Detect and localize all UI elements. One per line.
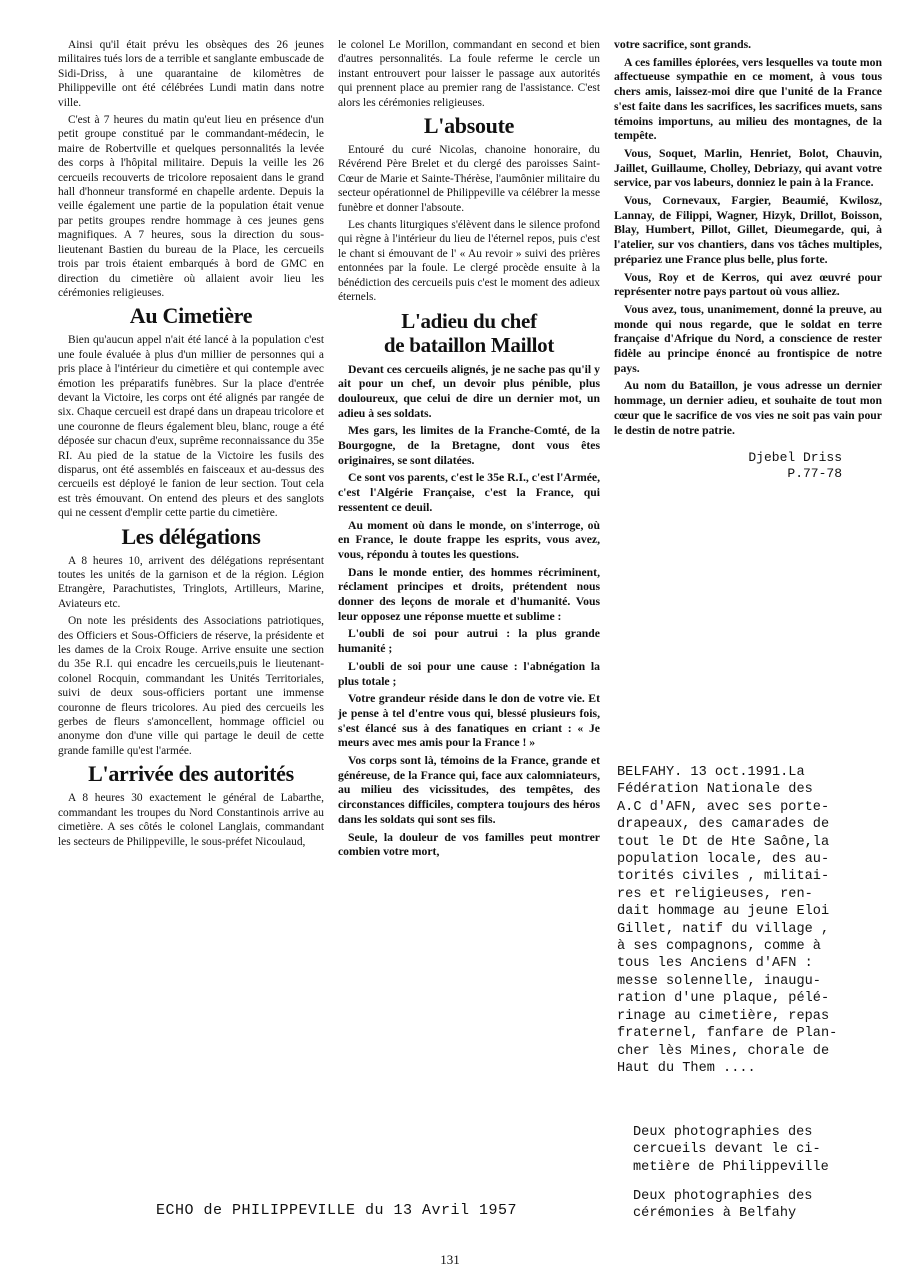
section-heading-absoute: L'absoute — [423, 113, 515, 139]
speech-paragraph: Au nom du Bataillon, je vous adresse un dernier hommage, un dernier adieu, et souhaite de tout mon cœur que le sacrifice de vos vies ne soit pas vain pour le destin de notre patrie. — [614, 379, 882, 437]
note-line: tout le Dt de Hte Saône,la — [617, 834, 830, 850]
note-line: torités civiles , militai- — [617, 869, 830, 885]
speech-paragraph: L'oubli de soi pour autrui : la plus grande humanité ; — [338, 627, 600, 656]
note-line: à ses compagnons, comme à — [617, 939, 821, 955]
note-line: BELFAHY. 13 oct.1991.La — [617, 765, 805, 780]
source-page: P.77-78 — [787, 466, 842, 482]
source-name: Djebel Driss — [748, 450, 842, 466]
speech-paragraph: Ce sont vos parents, c'est le 35e R.I., c'est l'Armée, c'est l'Algérie Française, c'est la France, qui ressentent ce deuil. — [338, 471, 600, 514]
article-paragraph: le colonel Le Morillon, commandant en second et bien d'autres personnalités. La foule referme le cercle un instant entrouvert pour laisser le passage aux autorités qui prennent place au premier rang de l'assistance. C'est alors les cérémonies religieuses. — [338, 39, 600, 109]
speech-paragraph: Devant ces cercueils alignés, je ne sache pas qu'il y ait pour un chef, un devoir plus pénible, plus douloureux, que celui de dire un dernier mot, un adieu à ses soldats. — [338, 362, 600, 420]
speech-text — [338, 363, 600, 861]
photo-caption-belfahy — [633, 1188, 883, 1223]
note-line: messe solennelle, inaugu- — [617, 973, 821, 989]
speech-paragraph: L'oubli de soi pour une cause : l'abnégation la plus totale ; — [338, 659, 600, 688]
section-heading-adieu — [338, 309, 600, 357]
newspaper-column-3 — [614, 38, 882, 482]
newspaper-column-2 — [338, 38, 600, 863]
heading-line: L'adieu du chef — [401, 308, 537, 333]
section-heading-cimetiere: Au Cimetière — [129, 303, 253, 329]
note-line: dait hommage au jeune Eloi — [617, 904, 830, 920]
note-line: fraternel, fanfare de Plan- — [617, 1026, 838, 1042]
caption-line: Deux photographies des — [633, 1125, 813, 1140]
speech-paragraph: Au moment où dans le monde, on s'interroge, où en France, le doute frappe les esprits, vous avez, vous, répondu à toutes les questions. — [338, 518, 600, 561]
article-paragraph: A 8 heures 30 exactement le général de Labarthe, commandant les troupes du Nord Constantinois arrive au cimetière. A ses côtés le colonel Langlais, commandant les secteurs de Philippeville, le sous-préfet Nicoulaud, — [58, 792, 324, 848]
speech-paragraph: Dans le monde entier, des hommes récriminent, réclament principes et droits, prétendent nous donner des leçons de morale et d'humanité. Vous leur opposez une réponse muette et sublime : — [338, 565, 600, 623]
note-line: Gillet, natif du village , — [617, 921, 830, 937]
heading-line: de bataillon Maillot — [383, 332, 555, 357]
article-paragraph: Bien qu'aucun appel n'ait été lancé à la population c'est une foule évaluée à plus d'un millier de personnes qui a pris place à l'intérieur du cimetière et qui contemple avec émotion les préparatifs funèbres. Sur la place d'entrée devant la Victoire, les corps ont été alignés par rangée de six. Chaque cercueil est drapé dans un drapeau tricolore et une couronne de fleurs également bleu, blanc, rouge a été déposée sur chacun d'eux, suprême reconnaissance du 35e RI. Au pied de la statue de la Victoire les fusils des disparus, ont été assemblés en faisceaux et au-dessus des cercueils est déployé le fanion de leur section. Tout cela est très émouvant. On entend des pleurs et des sanglots qui ne cessent d'emplir cette partie du cimetière. — [58, 334, 324, 520]
newspaper-column-1 — [58, 38, 324, 852]
caption-line: metière de Philippeville — [633, 1159, 829, 1175]
page-number: 131 — [440, 1252, 460, 1267]
speech-paragraph: Vous avez, tous, unanimement, donné la preuve, au monde qui nous regarde, que le soldat en terre française d'Afrique du Nord, a conscience de rester fidèle au principe énoncé au frontispice de notre pays. — [614, 302, 882, 375]
typewritten-note — [617, 764, 887, 1077]
article-paragraph: Entouré du curé Nicolas, chanoine honoraire, du Révérend Père Brelet et du clergé des paroisses Saint-Cœur de Marie et Sainte-Thérèse, l'aumônier militaire du secteur opérationnel de Philippeville va célébrer la messe funèbre et donner l'absoute. — [338, 144, 600, 214]
note-line: rinage au cimetière, repas — [617, 1008, 830, 1024]
photo-caption-philippeville — [633, 1124, 883, 1176]
article-paragraph: A 8 heures 10, arrivent des délégations représentant toutes les unités de la garnison et de la région. Légion Etrangère, Parachutistes, Tringlots, Artilleurs, Marine, Aviateurs etc. — [58, 554, 324, 610]
speech-paragraph: A ces familles éplorées, vers lesquelles va toute mon affectueuse sympathie en ce moment, à vous tous chers amis, laissez-moi dire que l'unité de la France s'est faite dans les sacrifices, les sacrifices muets, sans témoins importuns, au milieu des montagnes, de la tempête. — [614, 55, 882, 143]
note-line: tous les Anciens d'AFN : — [617, 956, 813, 972]
article-paragraph: C'est à 7 heures du matin qu'eut lieu en présence d'un petit groupe constitué par le commandant-médecin, le maire de Robertville et quelques personnalités la levée des corps à l'hôpital militaire. Depuis la veille les 26 cercueils recouverts de tricolore reposaient dans le grand hall d'honneur transformé en chapelle ardente. Depuis la veille également une partie de la population était venue par petits groupes rendre hommage à ces jeunes gens magnifiques. A 7 heures, sous la direction du sous-lieutenant Bastien du bureau de la Place, les cercueils trois par trois étaient embarqués à bord de GMC en direction du cimetière où allaient avoir lieu les cérémonies religieuses. — [58, 114, 324, 299]
note-line: cher lès Mines, chorale de — [617, 1043, 830, 1059]
speech-paragraph: Mes gars, les limites de la Franche-Comté, de la Bourgogne, de la Bretagne, dont vous êtes originaires, se sont dilatées. — [338, 424, 600, 467]
source-reference — [614, 450, 882, 482]
note-line: res et religieuses, ren- — [617, 886, 813, 902]
article-paragraph: Les chants liturgiques s'élèvent dans le silence profond qui règne à l'intérieur du lieu de l'éternel repos, puis c'est le chant si émouvant de l' « Au revoir » suivi des prières entonnées par la foule. Le clergé procède ensuite à la bénédiction des cercueils puis c'est le moment des adieux éternels. — [338, 219, 600, 304]
article-paragraph: Ainsi qu'il était prévu les obsèques des 26 jeunes militaires tués lors de a terrible et sanglante embuscade de Sidi-Driss, à une quarantaine de kilomètres de Philippeville ont été célébrées Lundi matin dans notre ville. — [58, 39, 324, 109]
speech-paragraph: Vous, Roy et de Kerros, qui avez œuvré pour représenter notre pays partout où vous alliez. — [614, 270, 882, 299]
speech-paragraph: Seule, la douleur de vos familles peut montrer combien votre mort, — [338, 830, 600, 859]
speech-paragraph: Votre grandeur réside dans le don de votre vie. Et je pense à tel d'entre vous qui, blessé plusieurs fois, s'est élancé sus à des fanatiques en criant : « Je meurs avec mes amis pour la France ! » — [338, 692, 600, 750]
speech-paragraph: Vous, Cornevaux, Fargier, Beaumié, Kwilosz, Lannay, de Filippi, Wagner, Hizyk, Drillot, Boisson, Blay, Humbert, Pillot, Gillet, Dieumegarde, qui, à l'atelier, sur vos chantiers, dans vos tâches multiples, prépariez une France plus belle, plus forte. — [614, 194, 882, 266]
speech-paragraph: Vous, Soquet, Marlin, Henriet, Bolot, Chauvin, Jaillet, Guillaume, Cholley, Debriazy, qui avant votre service, par vos labeurs, donniez le pain à la France. — [614, 146, 882, 190]
newspaper-source-footer: ECHO de PHILIPPEVILLE du 13 Avril 1957 — [156, 1202, 518, 1219]
caption-line: Deux photographies des — [633, 1189, 813, 1204]
speech-paragraph: Vos corps sont là, témoins de la France, grande et généreuse, de la France qui, face aux calomniateurs, au milieu des vicissitudes, des tempêtes, des circonstances difficiles, comptera toujours des héros dans les soldats qui sont ses fils. — [338, 754, 600, 826]
note-line: Haut du Them .... — [617, 1060, 756, 1076]
note-line: Fédération Nationale des — [617, 782, 813, 798]
article-paragraph: On note les présidents des Associations patriotiques, des Officiers et Sous-Officiers de réserve, la présidente et les dames de la Croix Rouge. Arrive ensuite une section du 35e R.I. qui encadre les cercueils,puis le lieutenant-colonel Rocquin, commandant les Unités Territoriales, suivi de deux sous-officiers portant une immense couronne de fleurs tricolores. Au pied des cercueils les gerbes de fleurs s'amoncellent, hommage officiel ou anonyme don d'une ville qui partage le deuil de cette grande famille qu'est l'armée. — [58, 615, 324, 757]
caption-line: cercueils devant le ci- — [633, 1142, 821, 1158]
caption-line: cérémonies à Belfahy — [633, 1206, 797, 1222]
speech-paragraph: votre sacrifice, sont grands. — [614, 38, 752, 51]
note-line: A.C d'AFN, avec ses porte- — [617, 799, 830, 815]
note-line: drapeaux, des camarades de — [617, 817, 830, 833]
note-line: population locale, des au- — [617, 852, 830, 868]
section-heading-autorites: L'arrivée des autorités — [88, 761, 294, 787]
section-heading-delegations: Les délégations — [121, 523, 261, 549]
note-line: ration d'une plaque, pélé- — [617, 991, 830, 1007]
